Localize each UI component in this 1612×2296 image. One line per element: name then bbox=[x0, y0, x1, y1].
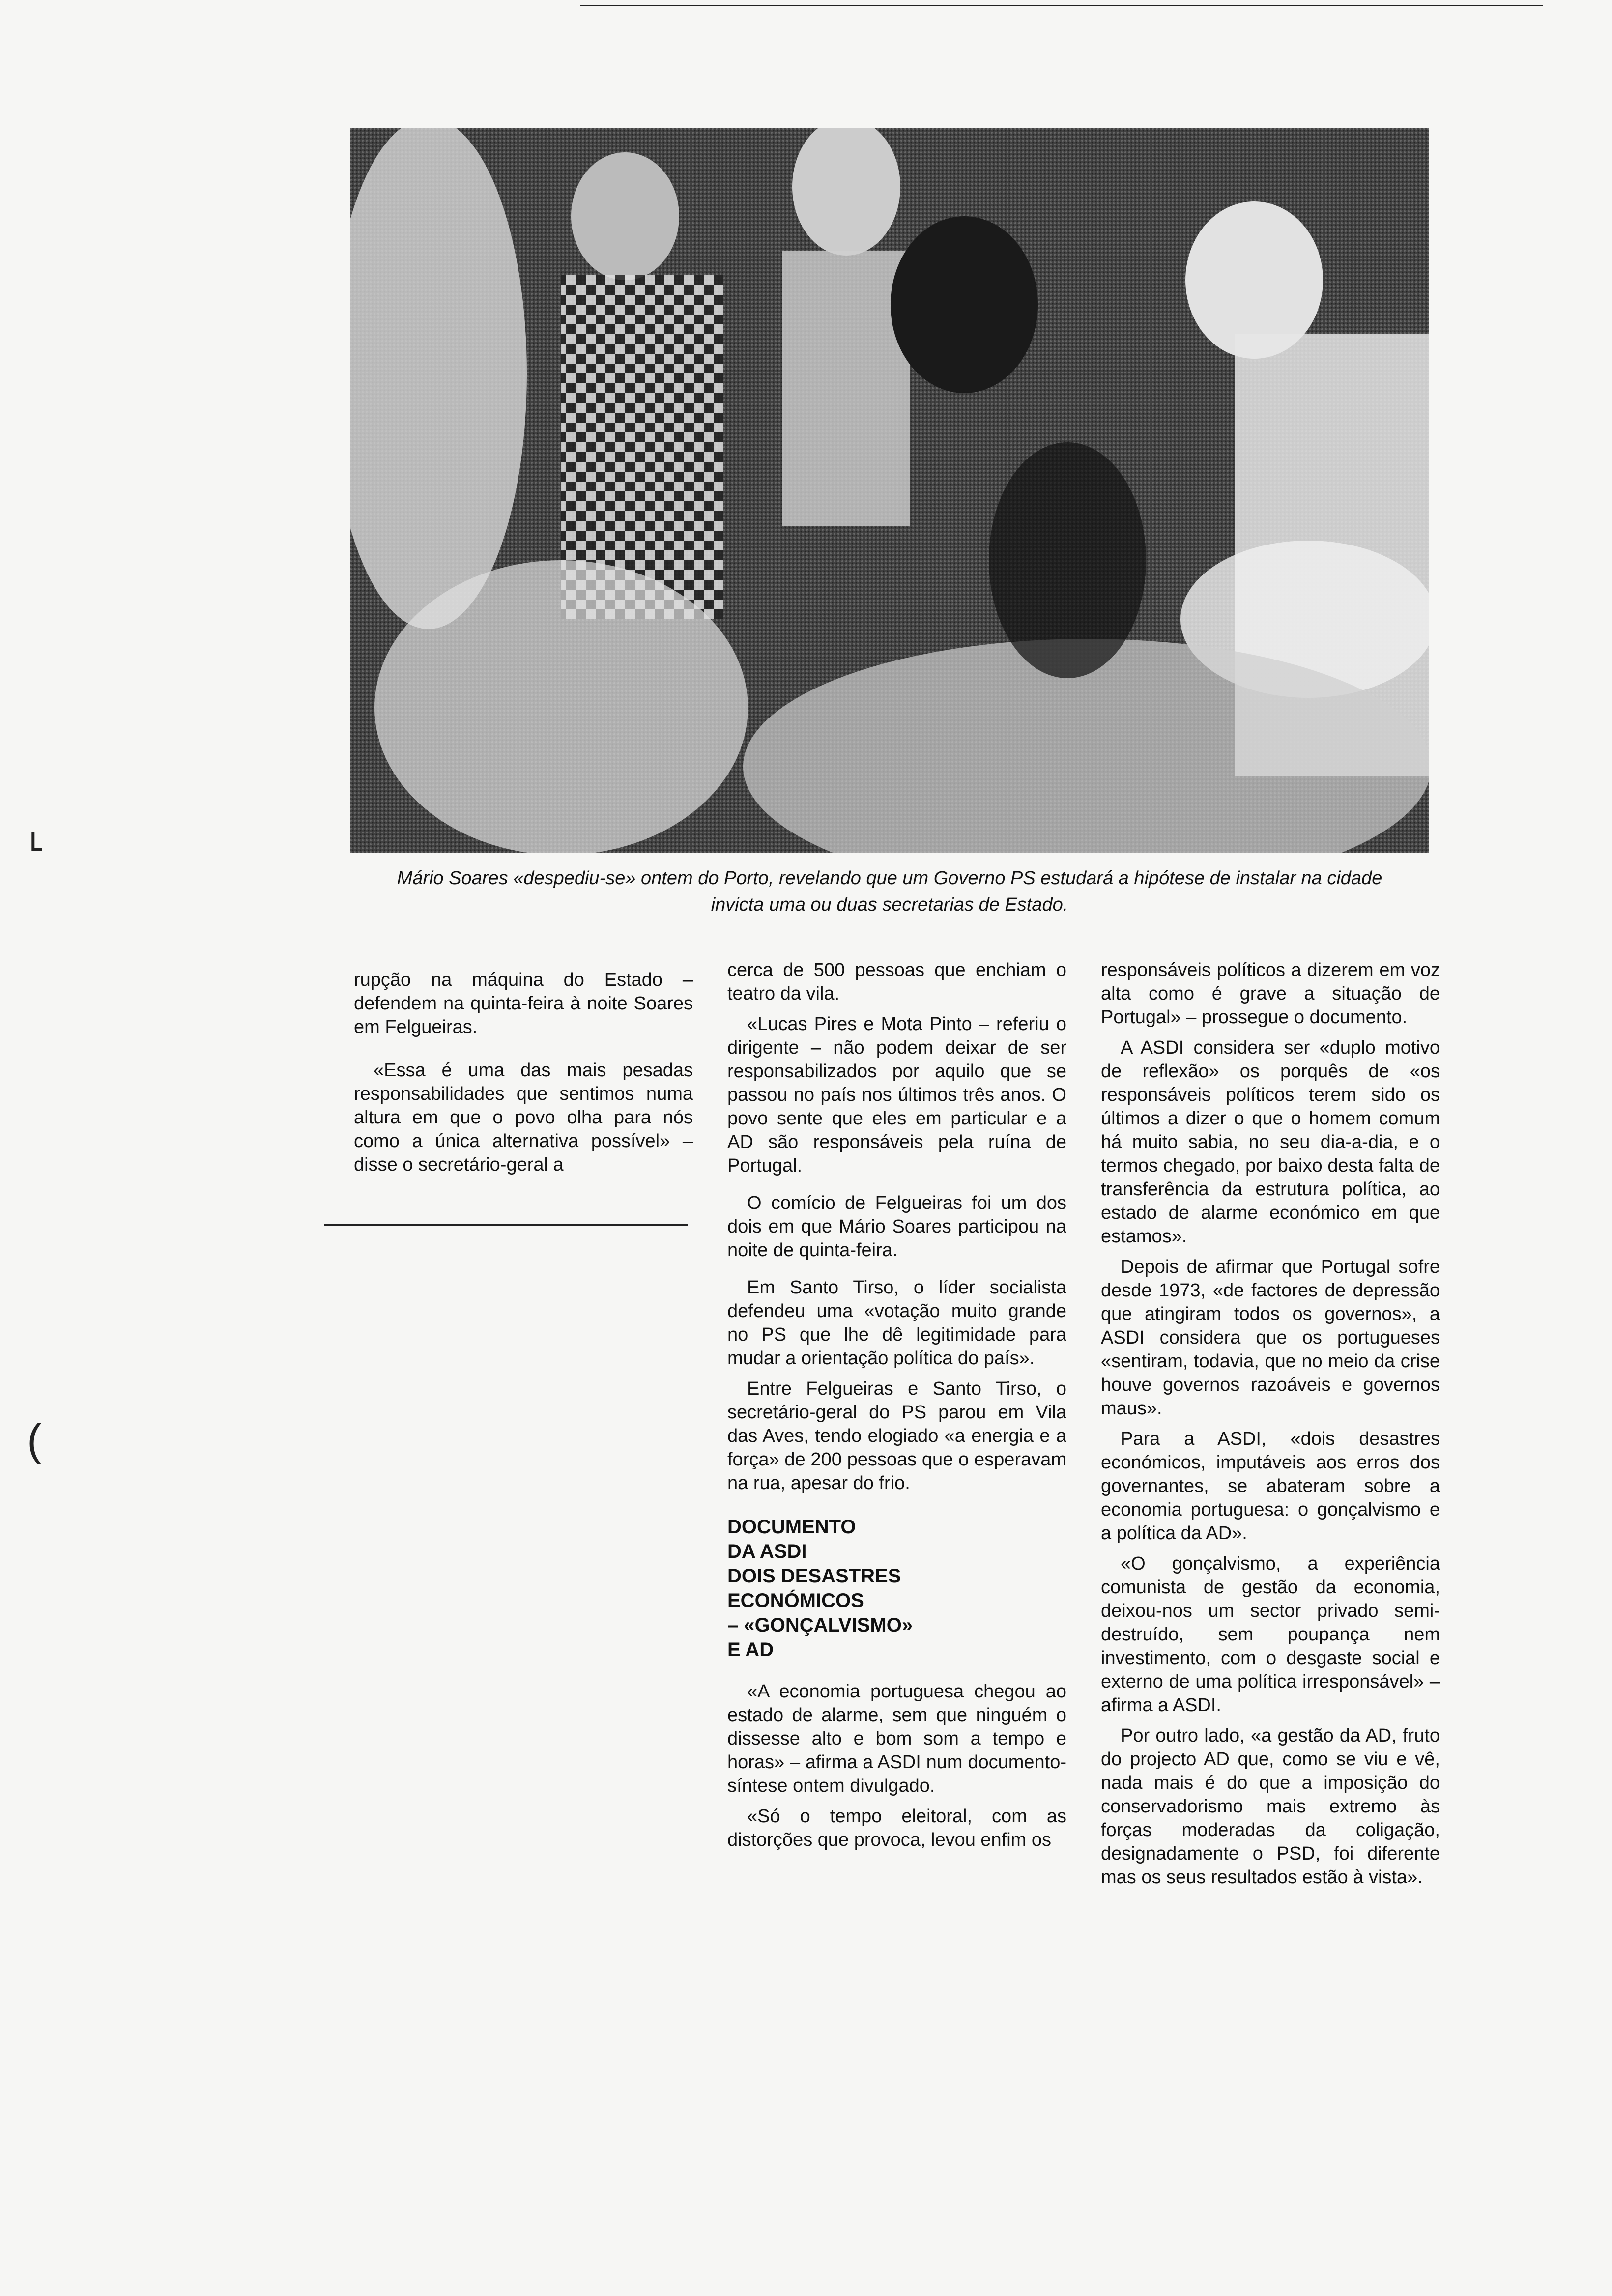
paragraph: «Essa é uma das mais pesadas responsabilidades que sentimos numa altura em que o povo olha para nós como a única alternativa possível» – disse o secretário-geral a bbox=[354, 1060, 693, 1175]
heading-line: – «GONÇALVISMO» bbox=[727, 1614, 913, 1636]
paragraph: Por outro lado, «a gestão da AD, fruto do projecto AD que, como se viu e vê, nada mais é do que a imposição do conservadorismo mais extremo às forças moderadas da coligação, designadamente o PSD, foi diferente mas os seus resultados estão à vista». bbox=[1101, 1725, 1440, 1888]
paragraph: «O gonçalvismo, a experiência comunista de gestão da economia, deixou-nos um sector privado semi-destruído, sem poupança nem investimento, com o desgaste social e externo de uma política irresponsável» – afirma a ASDI. bbox=[1101, 1553, 1440, 1716]
paragraph: O comício de Felgueiras foi um dos dois em que Mário Soares participou na noite de quinta-feira. bbox=[727, 1193, 1066, 1261]
paragraph: Em Santo Tirso, o líder socialista defendeu uma «votação muito grande no PS que lhe dê legitimidade para mudar a orientação política do país». bbox=[727, 1277, 1066, 1369]
news-photo bbox=[350, 128, 1429, 853]
section-heading bbox=[727, 1515, 1066, 1662]
scan-mark-left-top: ˪ bbox=[29, 811, 44, 861]
paragraph: A ASDI considera ser «duplo motivo de reflexão» os porquês de «os responsáveis políticos terem sido os últimos a dizer o que o homem comum há muito sabia, no seu dia-a-dia, e o termos chegado, por baixo desta falta de transferência da estrutura política, ao estado de alarme económico em que estamos». bbox=[1101, 1037, 1440, 1247]
paragraph: cerca de 500 pessoas que enchiam o teatro da vila. bbox=[727, 960, 1066, 1004]
paragraph: «Só o tempo eleitoral, com as distorções que provoca, levou enfim os bbox=[727, 1806, 1066, 1850]
caption-line-1: Mário Soares «despediu-se» ontem do Porto, revelando que um Governo PS estudará a hipótese de instalar na cidade bbox=[397, 868, 1382, 889]
heading-line: DA ASDI bbox=[727, 1541, 807, 1562]
article-column-2 bbox=[727, 958, 1066, 1859]
scan-top-rule bbox=[580, 5, 1543, 6]
photo-caption bbox=[344, 865, 1435, 918]
paragraph: responsáveis políticos a dizerem em voz alta como é grave a situação de Portugal» – prossegue o documento. bbox=[1101, 960, 1440, 1028]
caption-line-2: invicta uma ou duas secretarias de Estado. bbox=[711, 894, 1068, 915]
paragraph: «Lucas Pires e Mota Pinto – referiu o dirigente – não podem deixar de ser responsabilizados por aquilo que se passou no país nos últimos três anos. O povo sente que eles em particular e a AD são responsáveis pela ruína de Portugal. bbox=[727, 1014, 1066, 1176]
article-column-1 bbox=[354, 968, 693, 1183]
column-end-rule bbox=[324, 1224, 688, 1226]
paragraph: Depois de afirmar que Portugal sofre desde 1973, «de factores de depressão que atingiram todos os governos», a ASDI considera que os portugueses «sentiram, todavia, que no meio da crise houve governos razoáveis e governos maus». bbox=[1101, 1257, 1440, 1419]
heading-line: E AD bbox=[727, 1639, 774, 1661]
heading-line: ECONÓMICOS bbox=[727, 1590, 864, 1611]
paragraph: Para a ASDI, «dois desastres económicos, imputáveis aos erros dos governantes, se abateram sobre a economia portuguesa: o gonçalvismo e a política da AD». bbox=[1101, 1429, 1440, 1544]
photo-image bbox=[350, 128, 1429, 853]
paragraph: rupção na máquina do Estado – defendem na quinta-feira à noite Soares em Felgueiras. bbox=[354, 970, 693, 1037]
article-column-3 bbox=[1101, 958, 1440, 1896]
heading-line: DOIS DESASTRES bbox=[727, 1565, 901, 1587]
scan-mark-left-bottom: ( bbox=[27, 1416, 42, 1465]
heading-line: DOCUMENTO bbox=[727, 1516, 856, 1538]
paragraph: Entre Felgueiras e Santo Tirso, o secretário-geral do PS parou em Vila das Aves, tendo elogiado «a energia e a força» de 200 pessoas que o esperavam na rua, apesar do frio. bbox=[727, 1378, 1066, 1493]
paragraph: «A economia portuguesa chegou ao estado de alarme, sem que ninguém o dissesse alto e bom som a tempo e horas» – afirma a ASDI num documento-síntese ontem divulgado. bbox=[727, 1681, 1066, 1796]
